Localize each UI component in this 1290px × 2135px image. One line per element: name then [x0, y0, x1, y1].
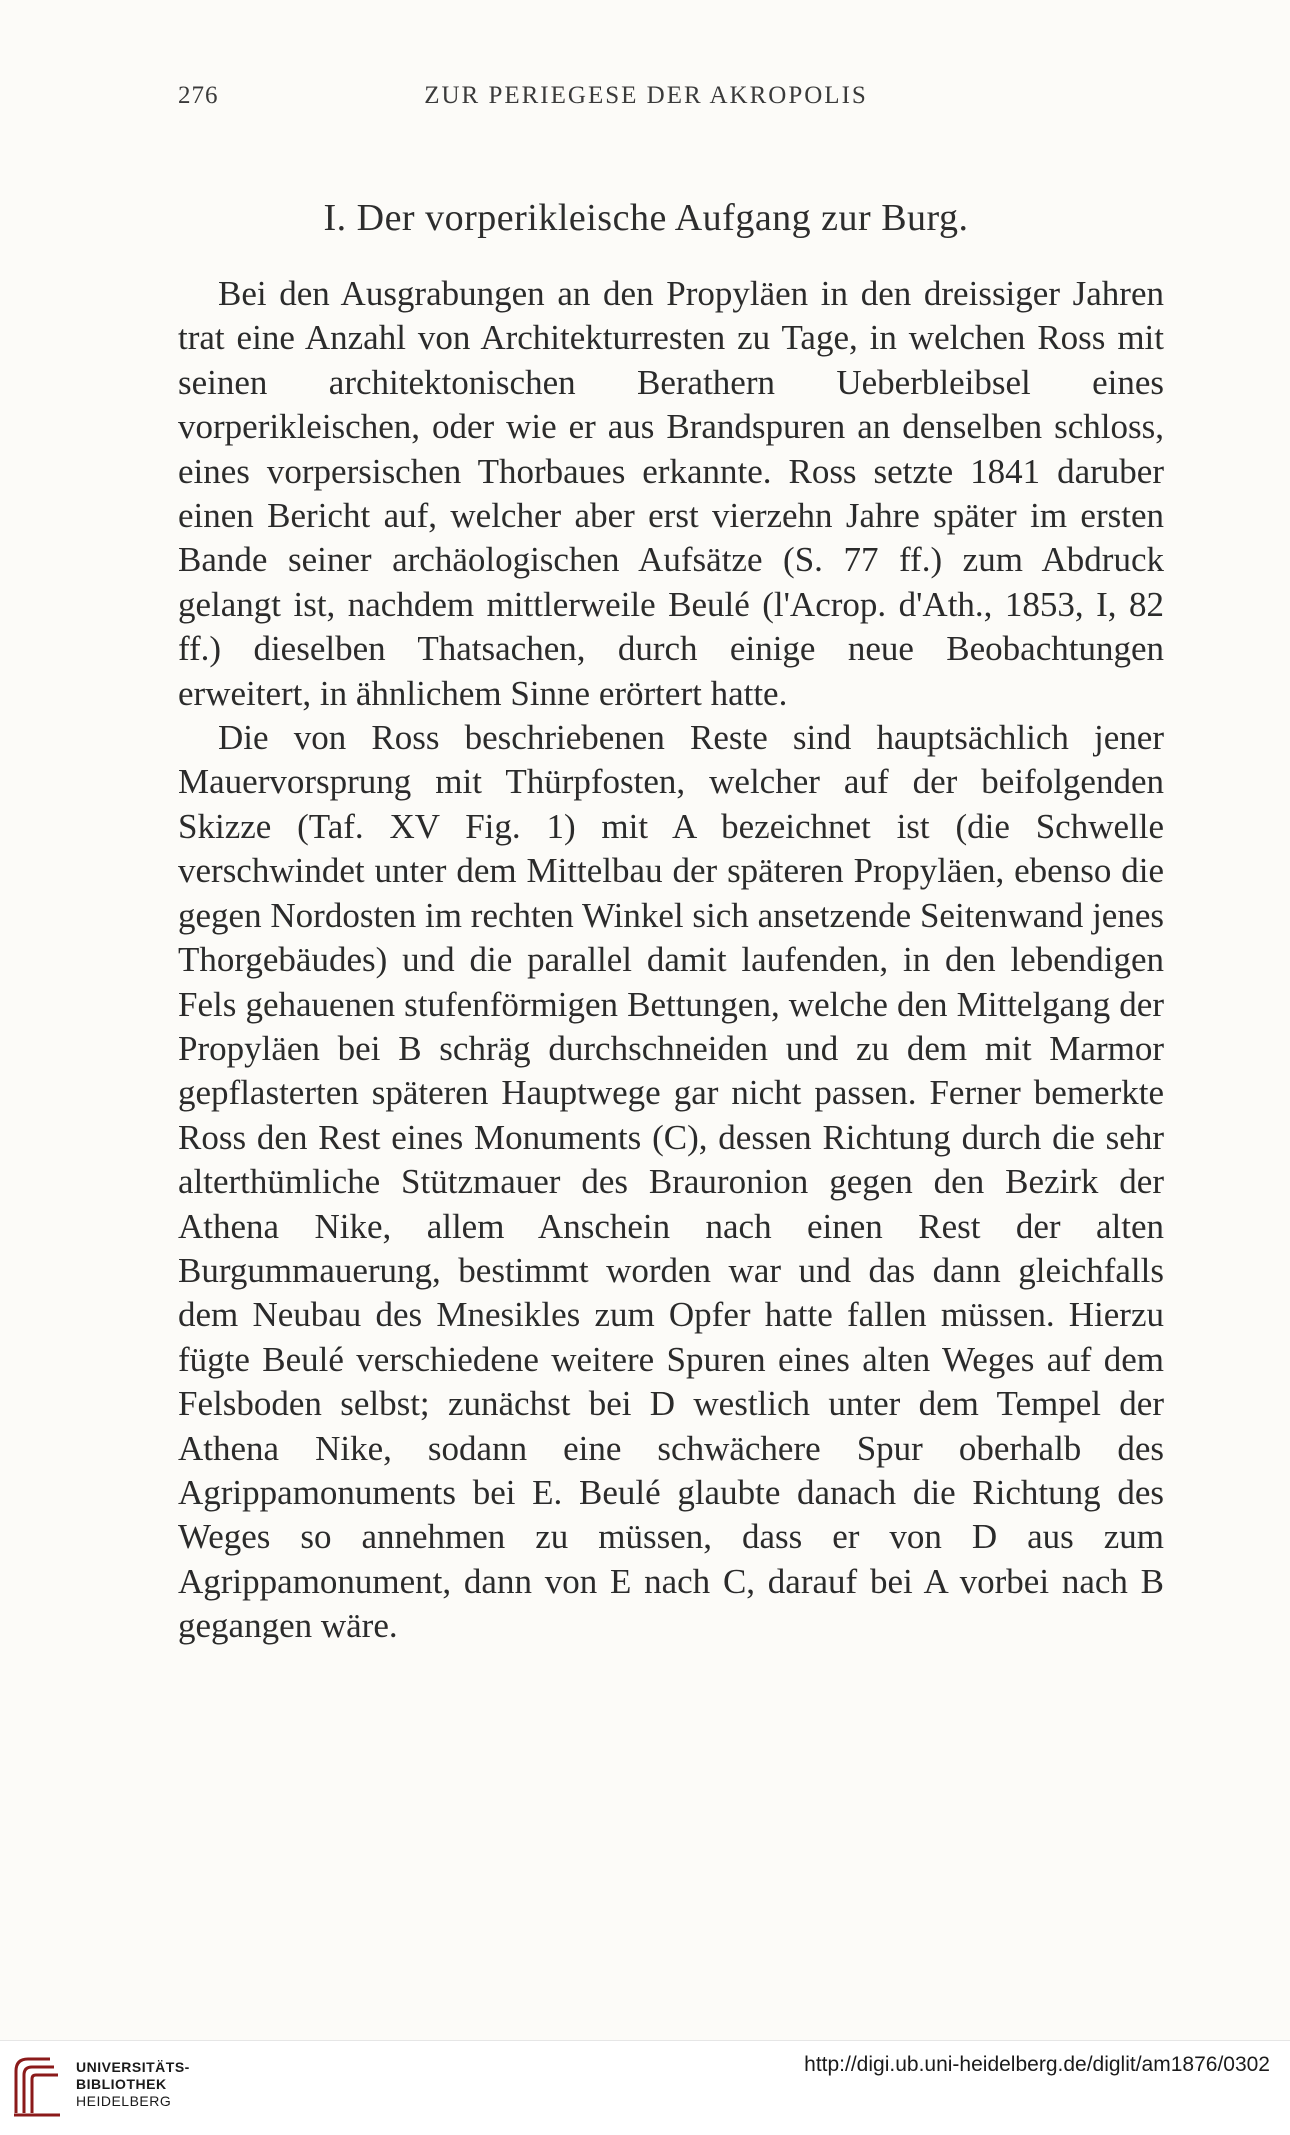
section-title: I. Der vorperikleische Aufgang zur Burg.: [323, 197, 969, 239]
page-header: [178, 82, 1114, 122]
body-text: [178, 272, 1164, 1649]
running-head: ZUR PERIEGESE DER AKROPOLIS: [424, 82, 868, 109]
logo-line-2: BIBLIOTHEK: [76, 2076, 167, 2092]
permalink-url[interactable]: http://digi.ub.uni-heidelberg.de/diglit/am1876/0302: [804, 2053, 1270, 2076]
library-name[interactable]: [76, 2059, 190, 2110]
footer-bar: [0, 2040, 1290, 2135]
paragraph: Die von Ross beschriebenen Reste sind hauptsächlich jener Mauervorsprung mit Thürpfosten, welcher auf der beifolgenden Skizze (Taf. XV Fig. 1) mit A bezeichnet ist (die Schwelle verschwindet unter dem Mittelbau der späteren Propyläen, ebenso die gegen Nordosten im rechten Winkel sich ansetzende Seitenwand jenes Thorgebäudes) und die parallel damit laufenden, in den lebendigen Fels gehauenen stufenförmigen Bettungen, welche den Mittelgang der Propyläen bei B schräg durchschneiden und zu dem mit Marmor gepflasterten späteren Hauptwege gar nicht passen. Ferner bemerkte Ross den Rest eines Monuments (C), dessen Richtung durch die sehr alterthümliche Stützmauer des Brauronion gegen den Bezirk der Athena Nike, allem Anschein nach einen Rest der alten Burgummauerung, bestimmt worden war und das dann gleichfalls dem Neubau des Mnesikles zum Opfer hatte fallen müssen. Hierzu fügte Beulé verschiedene weitere Spuren eines alten Weges auf dem Felsboden selbst; zunächst bei D westlich unter dem Tempel der Athena Nike, sodann eine schwächere Spur oberhalb des Agrippamonuments bei E. Beulé glaubte danach die Richtung des Weges so annehmen zu müssen, dass er von D aus zum Agrippamonument, dann von E nach C, darauf bei A vorbei nach B gegangen wäre.: [178, 718, 1164, 1646]
logo-line-1: UNIVERSITÄTS-: [76, 2059, 190, 2075]
page-number: 276: [178, 82, 219, 109]
library-logo-icon[interactable]: [10, 2053, 64, 2119]
logo-line-3: HEIDELBERG: [76, 2093, 172, 2109]
paragraph: Bei den Ausgrabungen an den Propyläen in den dreissiger Jahren trat eine Anzahl von Architekturresten zu Tage, in welchen Ross mit seinen architektonischen Berathern Ueberbleibsel eines vorperikleischen, oder wie er aus Brandspuren an denselben schloss, eines vorpersischen Thorbaues erkannte. Ross setzte 1841 daruber einen Bericht auf, welcher aber erst vierzehn Jahre später im ersten Bande seiner archäologischen Aufsätze (S. 77 ff.) zum Abdruck gelangt ist, nachdem mittlerweile Beulé (l'Acrop. d'Ath., 1853, I, 82 ff.) dieselben Thatsachen, durch einige neue Beobachtungen erweitert, in ähnlichem Sinne erörtert hatte.: [178, 274, 1164, 713]
